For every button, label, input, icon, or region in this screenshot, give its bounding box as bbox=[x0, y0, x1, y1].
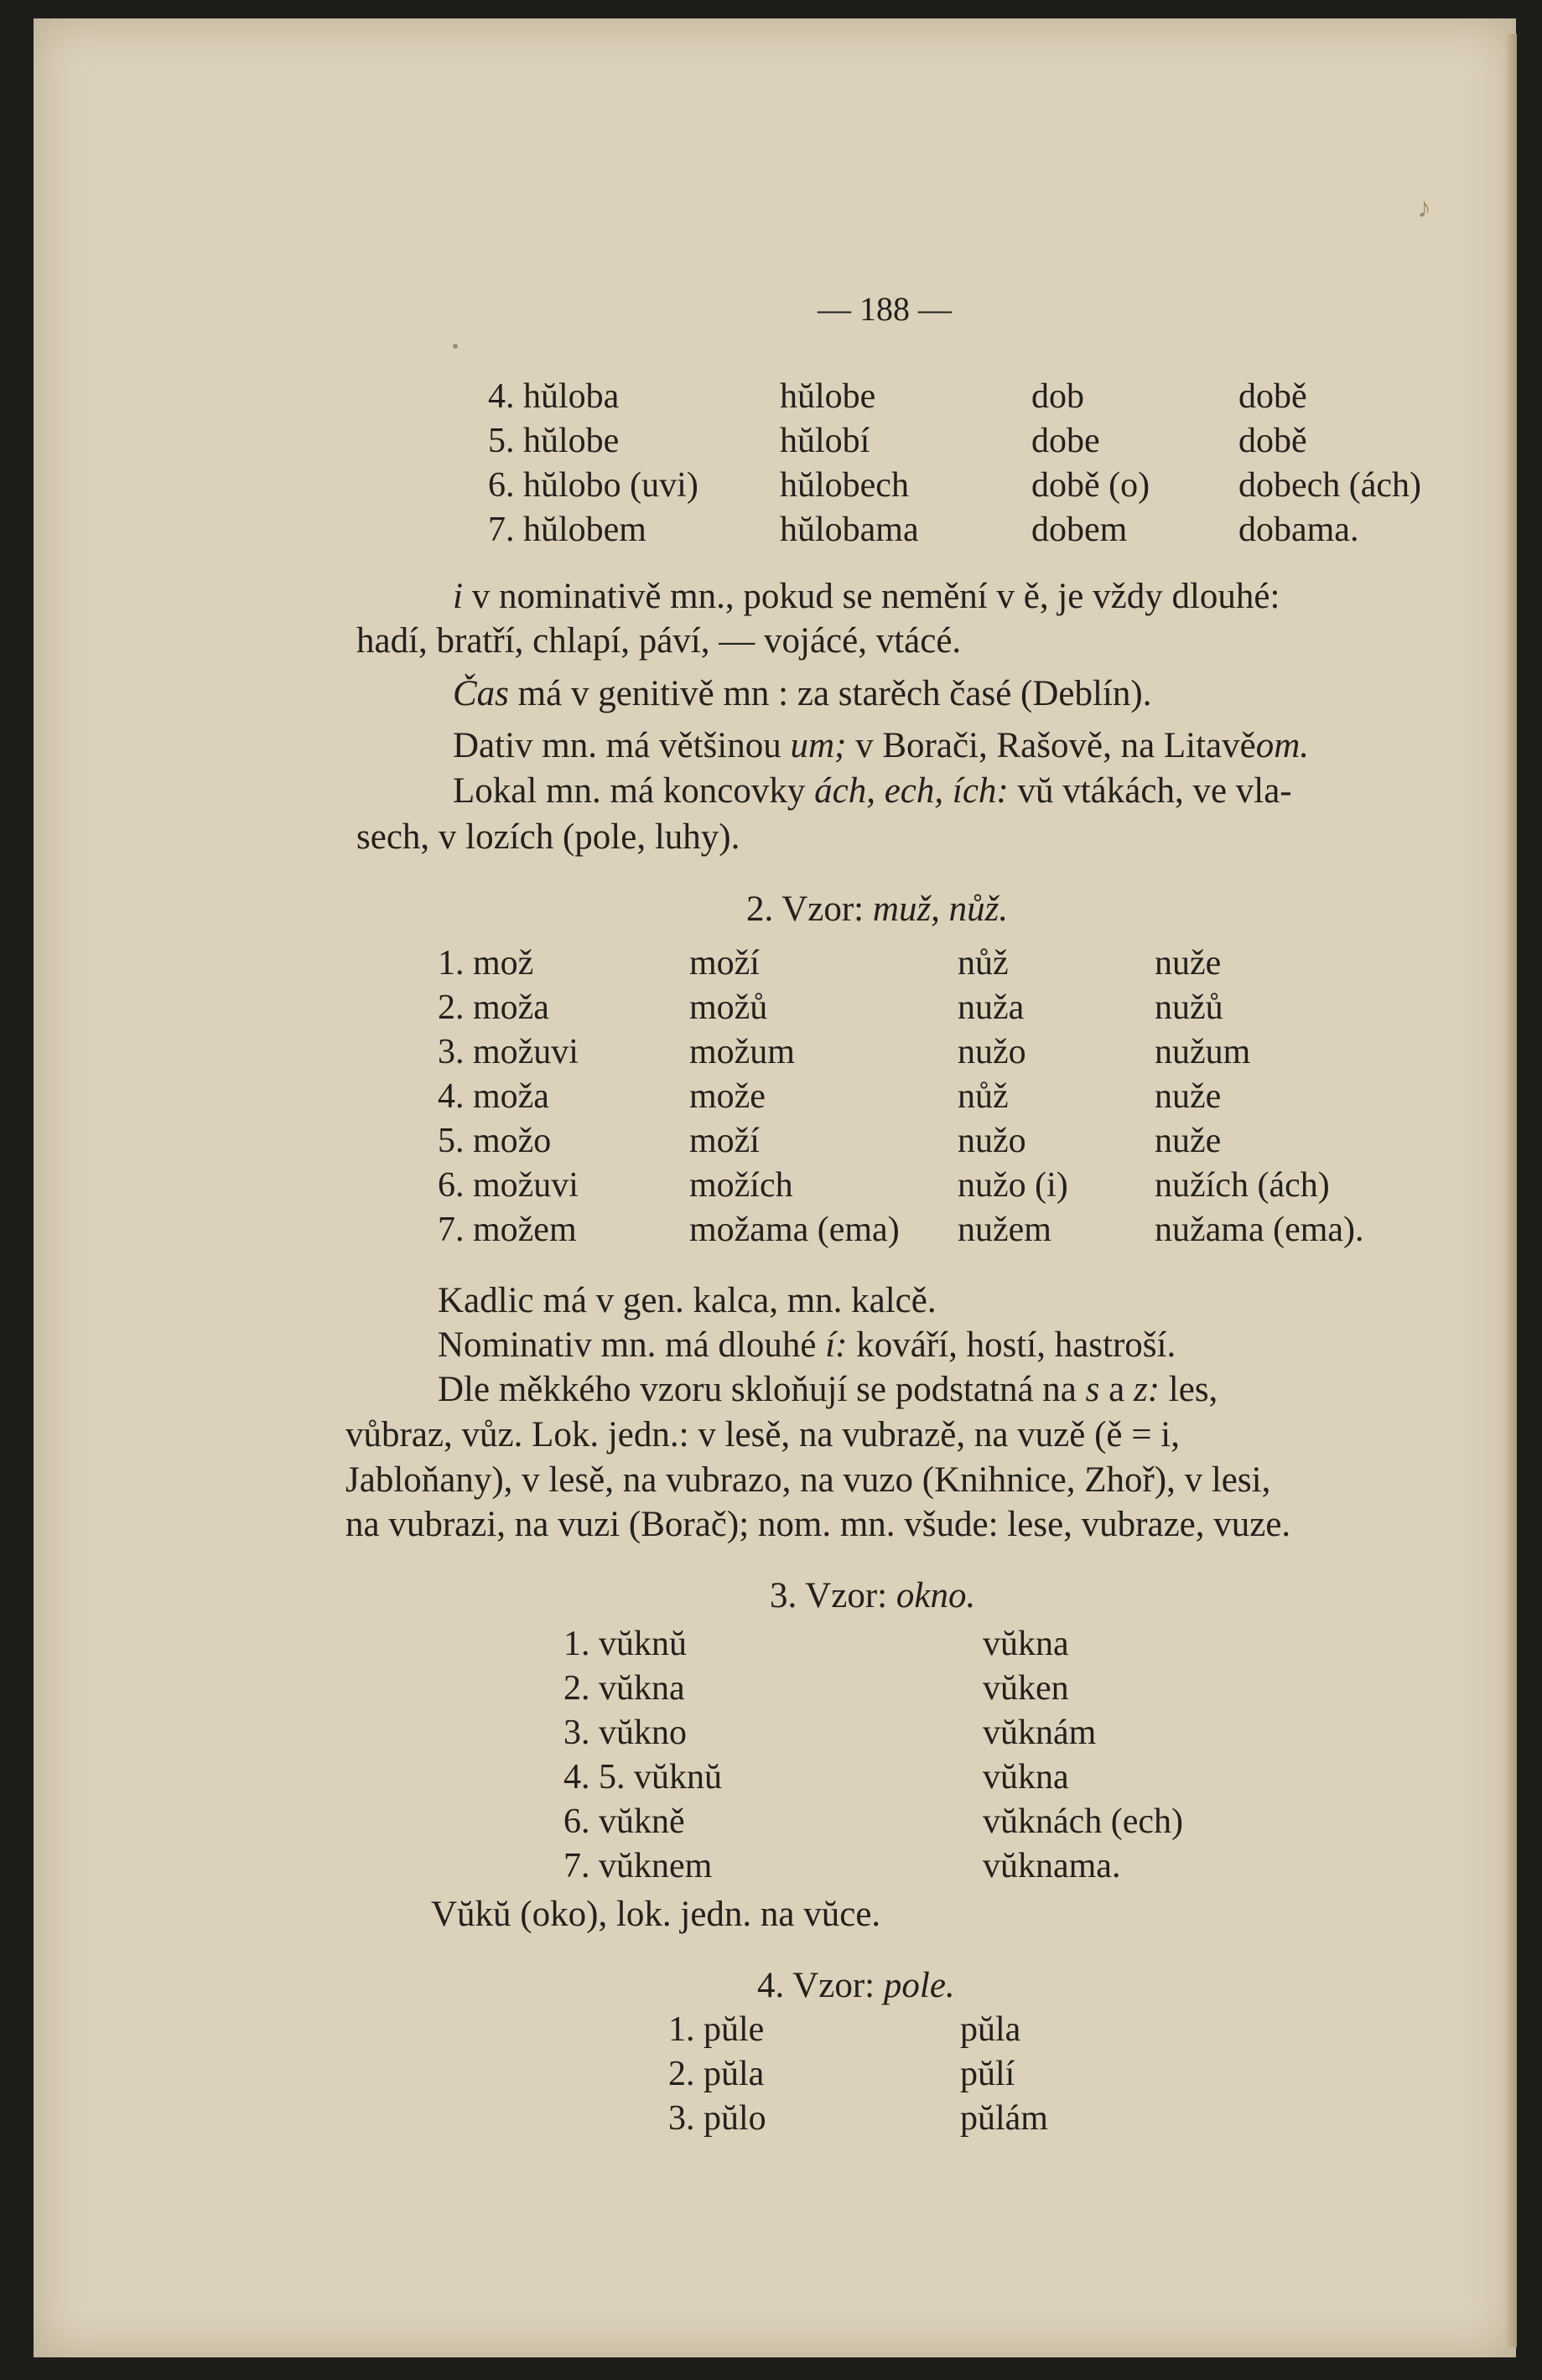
table-cell: 2. pŭla bbox=[668, 2055, 765, 2093]
heading-label: 4. Vzor: bbox=[757, 1966, 875, 2005]
table-cell: 5. hŭlobe bbox=[488, 422, 620, 460]
table-cell: nužů bbox=[1155, 988, 1223, 1027]
table-cell: 7. možem bbox=[438, 1211, 577, 1249]
table-cell: moží bbox=[689, 944, 760, 983]
paragraph-line bbox=[453, 728, 1309, 764]
section-heading bbox=[770, 1578, 975, 1614]
table-cell: nužo (i) bbox=[958, 1166, 1068, 1205]
table-cell: moží bbox=[689, 1122, 760, 1160]
paragraph-line bbox=[438, 1371, 1218, 1408]
table-cell: može bbox=[689, 1077, 766, 1116]
table-cell: 2. moža bbox=[438, 988, 549, 1027]
italic-text: ách, ech, ích: bbox=[814, 771, 1009, 811]
table-cell: 3. pŭlo bbox=[668, 2099, 766, 2138]
heading-label: 3. Vzor: bbox=[770, 1576, 888, 1615]
page-number: — 188 — bbox=[818, 290, 952, 328]
section-heading bbox=[757, 1968, 955, 2004]
table-cell: vŭknám bbox=[983, 1714, 1097, 1752]
table-cell: 4. hŭloba bbox=[488, 377, 620, 416]
table-cell: nužum bbox=[1155, 1033, 1251, 1071]
table-cell: dobe bbox=[1031, 422, 1100, 460]
text: Dle měkkého vzoru skloňují se podstatná na bbox=[438, 1370, 1077, 1409]
table-cell: hŭlobama bbox=[780, 511, 919, 549]
table-cell: dobech (ách) bbox=[1238, 466, 1422, 505]
table-cell: možama (ema) bbox=[689, 1211, 900, 1249]
heading-word: muž, nůž. bbox=[872, 889, 1009, 929]
paragraph-line: sech, v lozích (pole, luhy). bbox=[356, 817, 740, 857]
italic-text: Čas bbox=[453, 674, 509, 713]
table-cell: pŭla bbox=[960, 2010, 1021, 2049]
table-cell: nužo bbox=[958, 1033, 1026, 1071]
table-cell: 1. pŭle bbox=[668, 2010, 765, 2049]
table-cell: době bbox=[1238, 377, 1307, 416]
paragraph-line: Kadlic má v gen. kalca, mn. kalcě. bbox=[438, 1281, 937, 1320]
table-cell: možích bbox=[689, 1166, 793, 1205]
table-cell: nužama (ema). bbox=[1155, 1211, 1364, 1249]
text: a bbox=[1108, 1370, 1125, 1409]
table-cell: 1. vŭknŭ bbox=[563, 1625, 687, 1663]
text: Lokal mn. má koncovky bbox=[453, 771, 806, 811]
table-cell: vŭknama. bbox=[983, 1847, 1121, 1885]
table-cell: vŭkna bbox=[983, 1758, 1069, 1797]
page-edge bbox=[1505, 34, 1517, 2347]
text: v Borači, Rašově, na Litavě bbox=[855, 726, 1256, 765]
text: vŭ vtákách, ve vla- bbox=[1017, 771, 1292, 811]
heading-label: 2. Vzor: bbox=[746, 889, 864, 929]
paragraph-line: hadí, bratří, chlapí, páví, — vojácé, vtácé. bbox=[356, 621, 962, 661]
heading-word: okno. bbox=[896, 1576, 976, 1615]
paragraph-line: vůbraz, vůz. Lok. jedn.: v lesě, na vubrazě, na vuzě (ě = i, bbox=[345, 1415, 1180, 1454]
table-cell: možů bbox=[689, 988, 768, 1027]
paragraph-line bbox=[438, 1327, 1176, 1363]
table-cell: 6. vŭkně bbox=[563, 1802, 685, 1841]
paragraph-line: Jabloňany), v lesě, na vubrazo, na vuzo (Knihnice, Zhoř), v lesi, bbox=[345, 1460, 1271, 1500]
table-cell: pŭlí bbox=[960, 2055, 1015, 2093]
paragraph-line bbox=[453, 676, 1151, 712]
table-cell: hŭlobe bbox=[780, 377, 876, 416]
table-cell: 4. moža bbox=[438, 1077, 549, 1116]
table-cell: 6. hŭlobo (uvi) bbox=[488, 466, 698, 505]
table-cell: době bbox=[1238, 422, 1307, 460]
paragraph-line bbox=[453, 578, 1280, 614]
table-cell: hŭlobí bbox=[780, 422, 870, 460]
table-cell: vŭken bbox=[983, 1669, 1069, 1708]
table-cell: 4. 5. vŭknŭ bbox=[563, 1758, 722, 1797]
table-cell: nuže bbox=[1155, 1122, 1222, 1160]
table-cell: dob bbox=[1031, 377, 1084, 416]
table-cell: 1. mož bbox=[438, 944, 534, 983]
italic-text: um; bbox=[790, 726, 847, 765]
section-heading bbox=[746, 891, 1008, 927]
table-cell: 3. možuvi bbox=[438, 1033, 579, 1071]
heading-word: pole. bbox=[883, 1966, 955, 2005]
table-cell: hŭlobech bbox=[780, 466, 909, 505]
table-cell: vŭkna bbox=[983, 1625, 1069, 1663]
italic-text: z: bbox=[1133, 1370, 1160, 1409]
text: kováří, hostí, hastroší. bbox=[856, 1325, 1176, 1365]
table-cell: vŭknách (ech) bbox=[983, 1802, 1184, 1841]
table-cell: nůž bbox=[958, 1077, 1009, 1116]
table-cell: nůž bbox=[958, 944, 1009, 983]
table-cell: nuže bbox=[1155, 944, 1222, 983]
table-cell: nuža bbox=[958, 988, 1025, 1027]
table-cell: možum bbox=[689, 1033, 795, 1071]
table-cell: nuže bbox=[1155, 1077, 1222, 1116]
italic-text: s bbox=[1085, 1370, 1100, 1409]
table-cell: době (o) bbox=[1031, 466, 1150, 505]
table-cell: dobem bbox=[1031, 511, 1128, 549]
text: v nominativě mn., pokud se nemění v ě, je vždy dlouhé: bbox=[471, 577, 1280, 616]
note-line: Vŭkŭ (oko), lok. jedn. na vŭce. bbox=[431, 1895, 881, 1934]
ink-speck bbox=[453, 344, 458, 349]
table-cell: 2. vŭkna bbox=[563, 1669, 685, 1708]
paragraph-line bbox=[453, 773, 1292, 809]
table-cell: nužo bbox=[958, 1122, 1026, 1160]
text: les, bbox=[1168, 1370, 1218, 1409]
table-cell: 7. hŭlobem bbox=[488, 511, 646, 549]
table-cell: 3. vŭkno bbox=[563, 1714, 687, 1752]
text: má v genitivě mn : za starěch časé (Deblín). bbox=[517, 674, 1152, 713]
italic-text: om. bbox=[1255, 726, 1310, 765]
table-cell: 5. možo bbox=[438, 1122, 552, 1160]
italic-text: i bbox=[453, 577, 463, 616]
table-cell: nužem bbox=[958, 1211, 1051, 1249]
table-cell: 7. vŭknem bbox=[563, 1847, 713, 1885]
paragraph-line: na vubrazi, na vuzi (Borač); nom. mn. všude: lese, vubraze, vuze. bbox=[345, 1505, 1291, 1544]
text: Nominativ mn. má dlouhé bbox=[438, 1325, 817, 1365]
table-cell: 6. možuvi bbox=[438, 1166, 579, 1205]
text: Dativ mn. má většinou bbox=[453, 726, 781, 765]
table-cell: dobama. bbox=[1238, 511, 1359, 549]
italic-text: í: bbox=[825, 1325, 848, 1365]
margin-pencil-mark: ♪ bbox=[1417, 193, 1431, 224]
table-cell: nužích (ách) bbox=[1155, 1166, 1330, 1205]
table-cell: pŭlám bbox=[960, 2099, 1048, 2138]
